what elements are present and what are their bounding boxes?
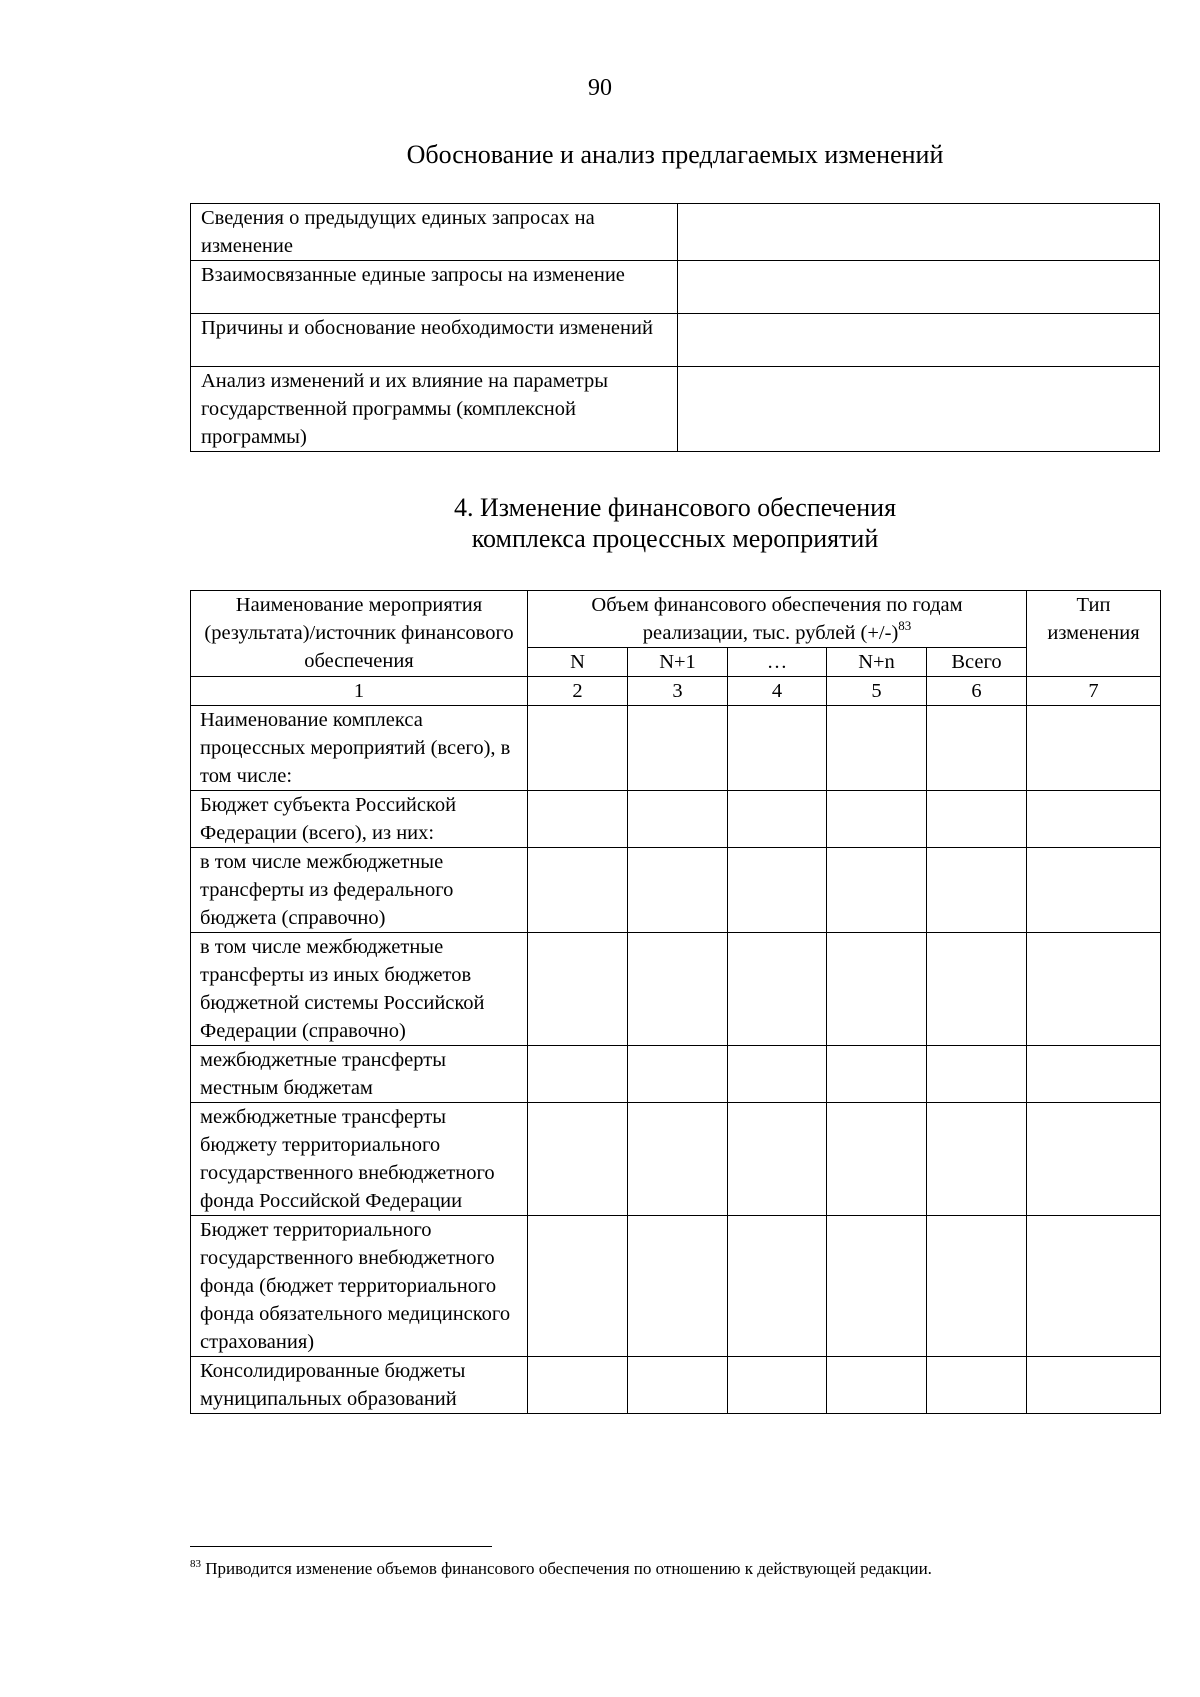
table-cell <box>927 706 1027 791</box>
table-cell <box>528 848 628 933</box>
table-cell <box>628 1046 728 1103</box>
table-cell <box>628 1103 728 1216</box>
column-number: 2 <box>528 677 628 706</box>
table-cell <box>1027 1046 1161 1103</box>
table-cell <box>528 1357 628 1414</box>
table-row <box>191 204 1160 261</box>
row-value <box>678 367 1160 452</box>
table-row <box>191 791 1161 848</box>
table-cell <box>528 933 628 1046</box>
footnote-separator <box>190 1546 492 1547</box>
section-title: Обоснование и анализ предлагаемых изменений <box>406 140 944 169</box>
table-row <box>191 933 1161 1046</box>
row-label: Бюджет субъекта Российской Федерации (всего), из них: <box>191 791 528 848</box>
table-cell <box>827 1103 927 1216</box>
subheader-n1: N+1 <box>628 648 728 677</box>
table-row <box>191 367 1160 452</box>
footnote-text: Приводится изменение объемов финансового обеспечения по отношению к действующей редакции. <box>205 1559 932 1578</box>
header-row <box>191 591 1161 648</box>
table-cell <box>628 933 728 1046</box>
column-number-row <box>191 677 1161 706</box>
subheader-ellipsis: … <box>728 648 827 677</box>
table-cell <box>927 933 1027 1046</box>
footnote <box>190 1558 1170 1580</box>
table-row <box>191 848 1161 933</box>
row-label: Причины и обоснование необходимости изменений <box>191 314 678 367</box>
col-header-name: Наименование мероприятия (результата)/источник финансового обеспечения <box>191 591 528 677</box>
row-value <box>678 261 1160 314</box>
table-row <box>191 1357 1161 1414</box>
table-cell <box>528 1046 628 1103</box>
row-label: в том числе межбюджетные трансферты из федерального бюджета (справочно) <box>191 848 528 933</box>
row-label: Взаимосвязанные единые запросы на изменение <box>191 261 678 314</box>
table-cell <box>728 848 827 933</box>
column-number: 3 <box>628 677 728 706</box>
col-header-volume <box>528 591 1027 648</box>
footnote-ref: 83 <box>898 618 912 633</box>
table-cell <box>827 1046 927 1103</box>
table-cell <box>628 791 728 848</box>
row-label: Бюджет территориального государственного внебюджетного фонда (бюджет территориального фонда обязательного медицинского страхования) <box>191 1216 528 1357</box>
table-cell <box>927 1216 1027 1357</box>
subheader-nn: N+n <box>827 648 927 677</box>
row-label: межбюджетные трансферты бюджету территориального государственного внебюджетного фонда Российской Федерации <box>191 1103 528 1216</box>
table-cell <box>728 933 827 1046</box>
table-row <box>191 1103 1161 1216</box>
subheader-n: N <box>528 648 628 677</box>
table-cell <box>728 1046 827 1103</box>
table-cell <box>827 1216 927 1357</box>
table-cell <box>528 1103 628 1216</box>
financing-change-table <box>190 590 1161 1414</box>
table-cell <box>528 1216 628 1357</box>
section-4-title-line1: 4. Изменение финансового обеспечения <box>453 493 897 522</box>
table-cell <box>827 1357 927 1414</box>
column-number: 7 <box>1027 677 1161 706</box>
section-4-title <box>190 492 1160 554</box>
change-justification-table <box>190 203 1160 452</box>
column-number: 6 <box>927 677 1027 706</box>
table-cell <box>927 1103 1027 1216</box>
table-cell <box>827 933 927 1046</box>
row-label: Анализ изменений и их влияние на параметры государственной программы (комплексной программы) <box>191 367 678 452</box>
table-cell <box>1027 706 1161 791</box>
table-cell <box>528 791 628 848</box>
column-number: 4 <box>728 677 827 706</box>
table-cell <box>827 706 927 791</box>
table-cell <box>927 791 1027 848</box>
table-cell <box>927 1357 1027 1414</box>
table-cell <box>1027 1216 1161 1357</box>
table-cell <box>1027 848 1161 933</box>
column-number: 1 <box>191 677 528 706</box>
footnote-marker: 83 <box>190 1558 201 1570</box>
table-cell <box>827 791 927 848</box>
table-cell <box>927 848 1027 933</box>
table-cell <box>728 1216 827 1357</box>
row-label: Сведения о предыдущих единых запросах на изменение <box>191 204 678 261</box>
col-header-change-type: Тип изменения <box>1027 591 1161 677</box>
table-cell <box>1027 791 1161 848</box>
table-cell <box>728 1103 827 1216</box>
table-cell <box>927 1046 1027 1103</box>
table-cell <box>528 706 628 791</box>
table-cell <box>827 848 927 933</box>
col-header-volume-text: Объем финансового обеспечения по годам реализации, тыс. рублей (+/-) <box>591 594 963 644</box>
table-row <box>191 1046 1161 1103</box>
table-row <box>191 1216 1161 1357</box>
table-cell <box>1027 1103 1161 1216</box>
table-cell <box>1027 933 1161 1046</box>
table-cell <box>628 1216 728 1357</box>
row-value <box>678 204 1160 261</box>
row-label: Консолидированные бюджеты муниципальных образований <box>191 1357 528 1414</box>
table-cell <box>728 791 827 848</box>
row-label: в том числе межбюджетные трансферты из иных бюджетов бюджетной системы Российской Федерации (справочно) <box>191 933 528 1046</box>
table-cell <box>728 706 827 791</box>
subheader-total: Всего <box>927 648 1027 677</box>
column-number: 5 <box>827 677 927 706</box>
table-cell <box>628 706 728 791</box>
table-cell <box>628 848 728 933</box>
table-row <box>191 706 1161 791</box>
row-label: межбюджетные трансферты местным бюджетам <box>191 1046 528 1103</box>
table-row <box>191 314 1160 367</box>
table-cell <box>628 1357 728 1414</box>
table-cell <box>1027 1357 1161 1414</box>
row-label: Наименование комплекса процессных мероприятий (всего), в том числе: <box>191 706 528 791</box>
table-cell <box>728 1357 827 1414</box>
table-row <box>191 261 1160 314</box>
section-4-title-line2: комплекса процессных мероприятий <box>471 524 879 553</box>
page-number: 90 <box>588 75 612 101</box>
row-value <box>678 314 1160 367</box>
